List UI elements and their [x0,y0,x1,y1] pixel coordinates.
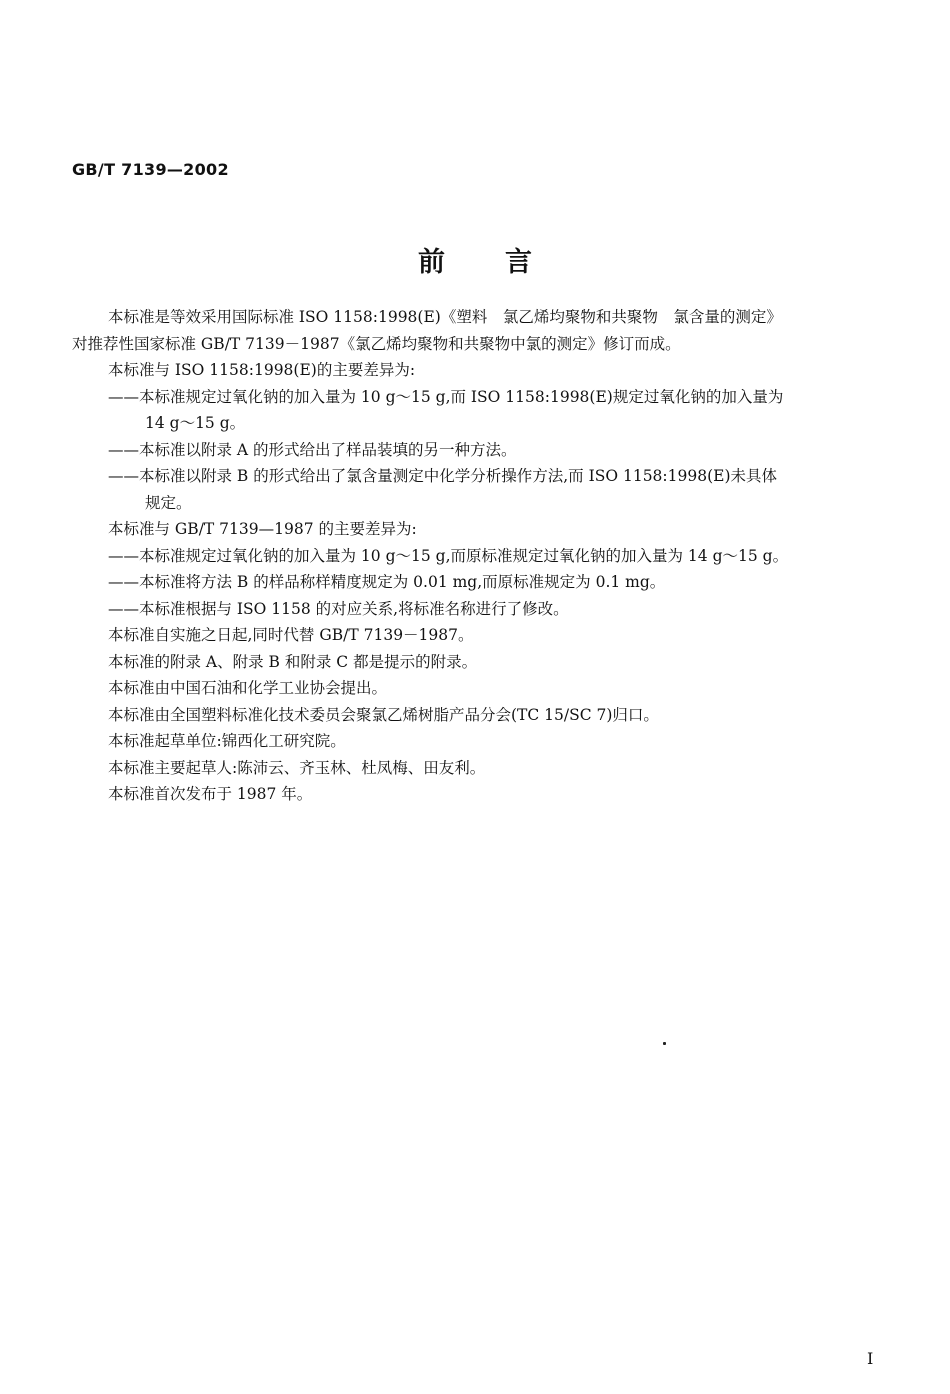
page-number: I [867,1349,874,1368]
paragraph-line: 本标准自实施之日起,同时代替 GB/T 7139－1987。 [108,626,474,644]
paragraph-line: 本标准与 GB/T 7139—1987 的主要差异为: [108,520,417,538]
list-item: ——本标准规定过氧化钠的加入量为 10 g～15 g,而原标准规定过氧化钠的加入量为 14 g～15 g。 [108,546,789,565]
paragraph-line: 本标准主要起草人:陈沛云、齐玉林、杜凤梅、田友利。 [108,758,486,777]
paragraph-line: 本标准与 ISO 1158:1998(E)的主要差异为: [108,361,416,379]
list-item-continuation: 14 g～15 g。 [145,414,246,432]
paragraph-line: 本标准的附录 A、附录 B 和附录 C 都是提示的附录。 [108,652,478,671]
foreword-body [72,304,898,808]
standard-code: GB/T 7139—2002 [72,160,229,179]
paragraph-line: 本标准首次发布于 1987 年。 [108,785,313,803]
paragraph-line: 本标准由中国石油和化学工业协会提出。 [108,679,388,697]
list-item: ——本标准以附录 B 的形式给出了氯含量测定中化学分析操作方法,而 ISO 1158:1998(E)未具体 [108,467,777,485]
list-item-continuation: 规定。 [145,493,192,512]
list-item: ——本标准规定过氧化钠的加入量为 10 g～15 g,而 ISO 1158:1998(E)规定过氧化钠的加入量为 [108,387,784,406]
list-item: ——本标准以附录 A 的形式给出了样品装填的另一种方法。 [108,440,517,459]
paragraph-line: 本标准起草单位:锦西化工研究院。 [108,732,346,750]
list-item: ——本标准根据与 ISO 1158 的对应关系,将标准名称进行了修改。 [108,599,569,618]
paragraph-line: 对推荐性国家标准 GB/T 7139－1987《氯乙烯均聚物和共聚物中氯的测定》修订而成。 [72,334,681,353]
paragraph-line: 本标准是等效采用国际标准 ISO 1158:1998(E)《塑料 氯乙烯均聚物和共聚物 氯含量的测定》 [108,308,782,326]
page-title: 前言 [418,247,592,278]
list-item: ——本标准将方法 B 的样品称样精度规定为 0.01 mg,而原标准规定为 0.1 mg。 [108,573,666,591]
scan-speck [663,1042,666,1045]
paragraph-line: 本标准由全国塑料标准化技术委员会聚氯乙烯树脂产品分会(TC 15/SC 7)归口。 [108,705,659,724]
